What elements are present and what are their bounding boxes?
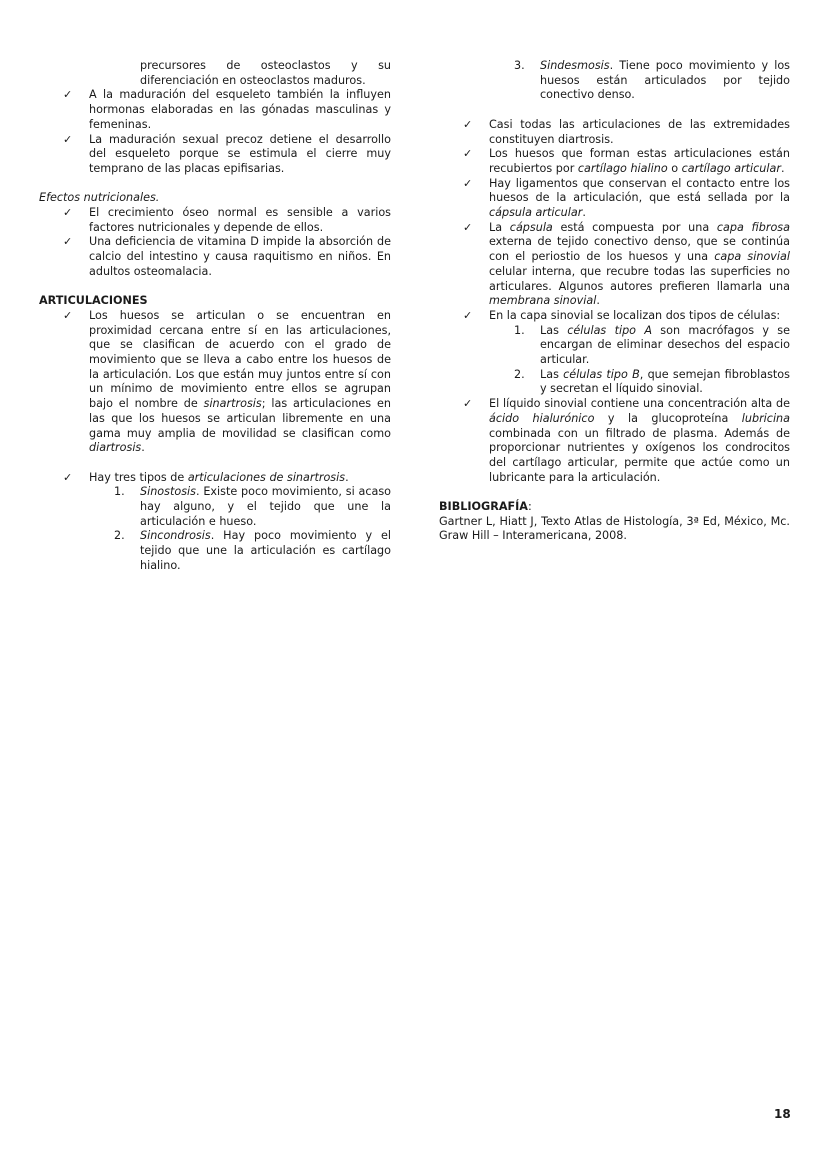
item-text: Casi todas las articulaciones de las extremidades constituyen diartrosis. <box>489 117 790 146</box>
item-text: . <box>582 206 586 220</box>
item-text: A la maduración del esqueleto también la influyen hormonas elaboradas en las gónadas masculinas y femeninas. <box>89 88 391 131</box>
page-number: 18 <box>774 1107 791 1121</box>
item-text: ; las articulaciones en las que los huesos se articulan libremente en una gama muy amplia de movilidad se clasifican como <box>89 397 391 440</box>
item-text: y la glucoproteína <box>594 411 742 425</box>
term-sindesmosis: Sindesmosis <box>540 59 610 72</box>
checkmark-icon: ✓ <box>463 397 473 411</box>
item-text: . <box>141 441 145 455</box>
checkmark-icon: ✓ <box>63 206 73 220</box>
list-item <box>39 133 391 177</box>
item-text: combinada con un filtrado de plasma. Además de proporcionar nutrientes y oxígenos los condrocitos del cartílago articular, permite que actúe como un lubricante para la articulación. <box>489 426 790 484</box>
item-text: Las <box>540 323 568 337</box>
left-column <box>39 59 391 574</box>
checkmark-icon: ✓ <box>63 235 73 249</box>
list-item <box>39 471 391 486</box>
term: capa sinovial <box>714 250 790 264</box>
item-text: o <box>667 161 682 175</box>
list-item <box>439 309 790 324</box>
item-text: Los huesos que forman estas articulaciones están recubiertos por <box>489 147 790 175</box>
list-item <box>39 88 391 132</box>
item-text: . <box>345 470 349 484</box>
item-text: La maduración sexual precoz detiene el desarrollo del esqueleto porque se estimula el cierre muy temprano de las placas epifisarias. <box>89 132 391 175</box>
term: membrana sinovial <box>489 294 597 308</box>
term: cartílago articular <box>681 161 781 175</box>
list-item <box>39 235 391 279</box>
item-text: En la capa sinovial se localizan dos tipos de células: <box>489 308 781 322</box>
checkmark-icon: ✓ <box>463 308 473 322</box>
term: capa fibrosa <box>716 220 790 234</box>
item-text: son macrófagos y se encargan de eliminar desechos del espacio articular. <box>540 323 790 367</box>
item-text: Una deficiencia de vitamina D impide la absorción de calcio del intestino y causa raquitismo en niños. En adultos osteomalacia. <box>89 235 391 278</box>
bibliography-title: BIBLIOGRAFÍA <box>439 500 528 514</box>
checkmark-icon: ✓ <box>463 220 473 234</box>
numbered-item <box>439 59 790 103</box>
item-number: 1. <box>514 323 525 337</box>
checkmark-icon: ✓ <box>63 132 73 146</box>
section-subheading: Efectos nutricionales. <box>39 191 160 205</box>
list-item <box>439 397 790 485</box>
colon: : <box>527 500 532 514</box>
checkmark-icon: ✓ <box>463 176 473 190</box>
term: ácido hialurónico <box>489 411 595 425</box>
term: lubricina <box>741 411 790 425</box>
continuation-text: precursores de osteoclastos y su diferenciación en osteoclastos maduros. <box>140 59 391 87</box>
item-text: . Hay poco movimiento y el tejido que une la articulación es cartílago hialino. <box>140 529 391 572</box>
checkmark-icon: ✓ <box>63 308 73 322</box>
item-text: Hay tres tipos de <box>89 470 188 484</box>
item-text: . Existe poco movimiento, si acaso hay alguno, y el tejido que une la articulación e hueso. <box>140 485 391 528</box>
term: cartílago hialino <box>577 161 668 175</box>
term-sinartrosis-types: articulaciones de sinartrosis <box>187 470 346 484</box>
item-text: externa de tejido conectivo denso, que se continúa con el periostio de los huesos y una <box>489 235 790 264</box>
list-item <box>439 221 790 309</box>
list-item <box>439 177 790 221</box>
numbered-item <box>39 485 391 529</box>
numbered-item <box>39 529 391 573</box>
term-sinartrosis: sinartrosis <box>203 397 262 411</box>
bibliography-heading <box>439 500 790 515</box>
item-number: 2. <box>114 529 125 543</box>
item-text: . <box>780 161 785 175</box>
term-diartrosis: diartrosis <box>89 441 142 455</box>
item-text: celular interna, que recubre todas las superficies no articulares. Algunos autores prefieren llamarla una <box>489 264 790 293</box>
item-text: está compuesta por una <box>552 220 717 234</box>
numbered-item <box>439 368 790 397</box>
item-text: Los huesos se articulan o se encuentran en proximidad cercana entre sí en las articulaciones, que se clasifican de acuerdo con el grado de movimiento que se lleva a cabo entre los huesos de la articulación. Los que están muy juntos entre sí con un mínimo de movimiento entre ellos se agrupan bajo el nombre de <box>89 308 391 411</box>
item-text: El crecimiento óseo normal es sensible a varios factores nutricionales y depende de ellos. <box>89 206 391 234</box>
item-text: . <box>596 294 600 308</box>
term: células tipo A <box>567 323 652 337</box>
right-column <box>439 59 790 544</box>
item-text: Las <box>540 367 564 381</box>
checkmark-icon: ✓ <box>463 147 473 161</box>
term: cápsula <box>509 220 553 234</box>
term: cápsula articular <box>489 206 583 220</box>
list-item <box>39 206 391 235</box>
item-text: La <box>489 220 510 234</box>
item-text: El líquido sinovial contiene una concentración alta de <box>489 397 790 411</box>
checkmark-icon: ✓ <box>63 88 73 102</box>
list-item <box>439 147 790 176</box>
term: células tipo B <box>563 367 640 381</box>
item-text: . Tiene poco movimiento y los huesos están articulados por tejido conectivo denso. <box>540 59 790 102</box>
item-number: 2. <box>514 367 525 381</box>
term-sincondrosis: Sincondrosis <box>140 529 211 543</box>
list-item <box>439 118 790 147</box>
numbered-item <box>439 324 790 368</box>
checkmark-icon: ✓ <box>63 470 73 484</box>
item-text: , que semejan fibroblastos y secretan el líquido sinovial. <box>540 367 790 396</box>
section-heading: ARTICULACIONES <box>39 294 148 308</box>
bibliography-entry: Gartner L, Hiatt J, Texto Atlas de Histología, 3ª Ed, México, Mc. Graw Hill – Interamericana, 2008. <box>439 514 790 543</box>
item-text: Hay ligamentos que conservan el contacto entre los huesos de la articulación, que está sellada por la <box>489 176 790 205</box>
term-sinostosis: Sinostosis <box>140 485 196 499</box>
list-item <box>39 309 391 456</box>
item-number: 1. <box>114 485 125 499</box>
checkmark-icon: ✓ <box>463 117 473 131</box>
item-number: 3. <box>514 59 525 72</box>
